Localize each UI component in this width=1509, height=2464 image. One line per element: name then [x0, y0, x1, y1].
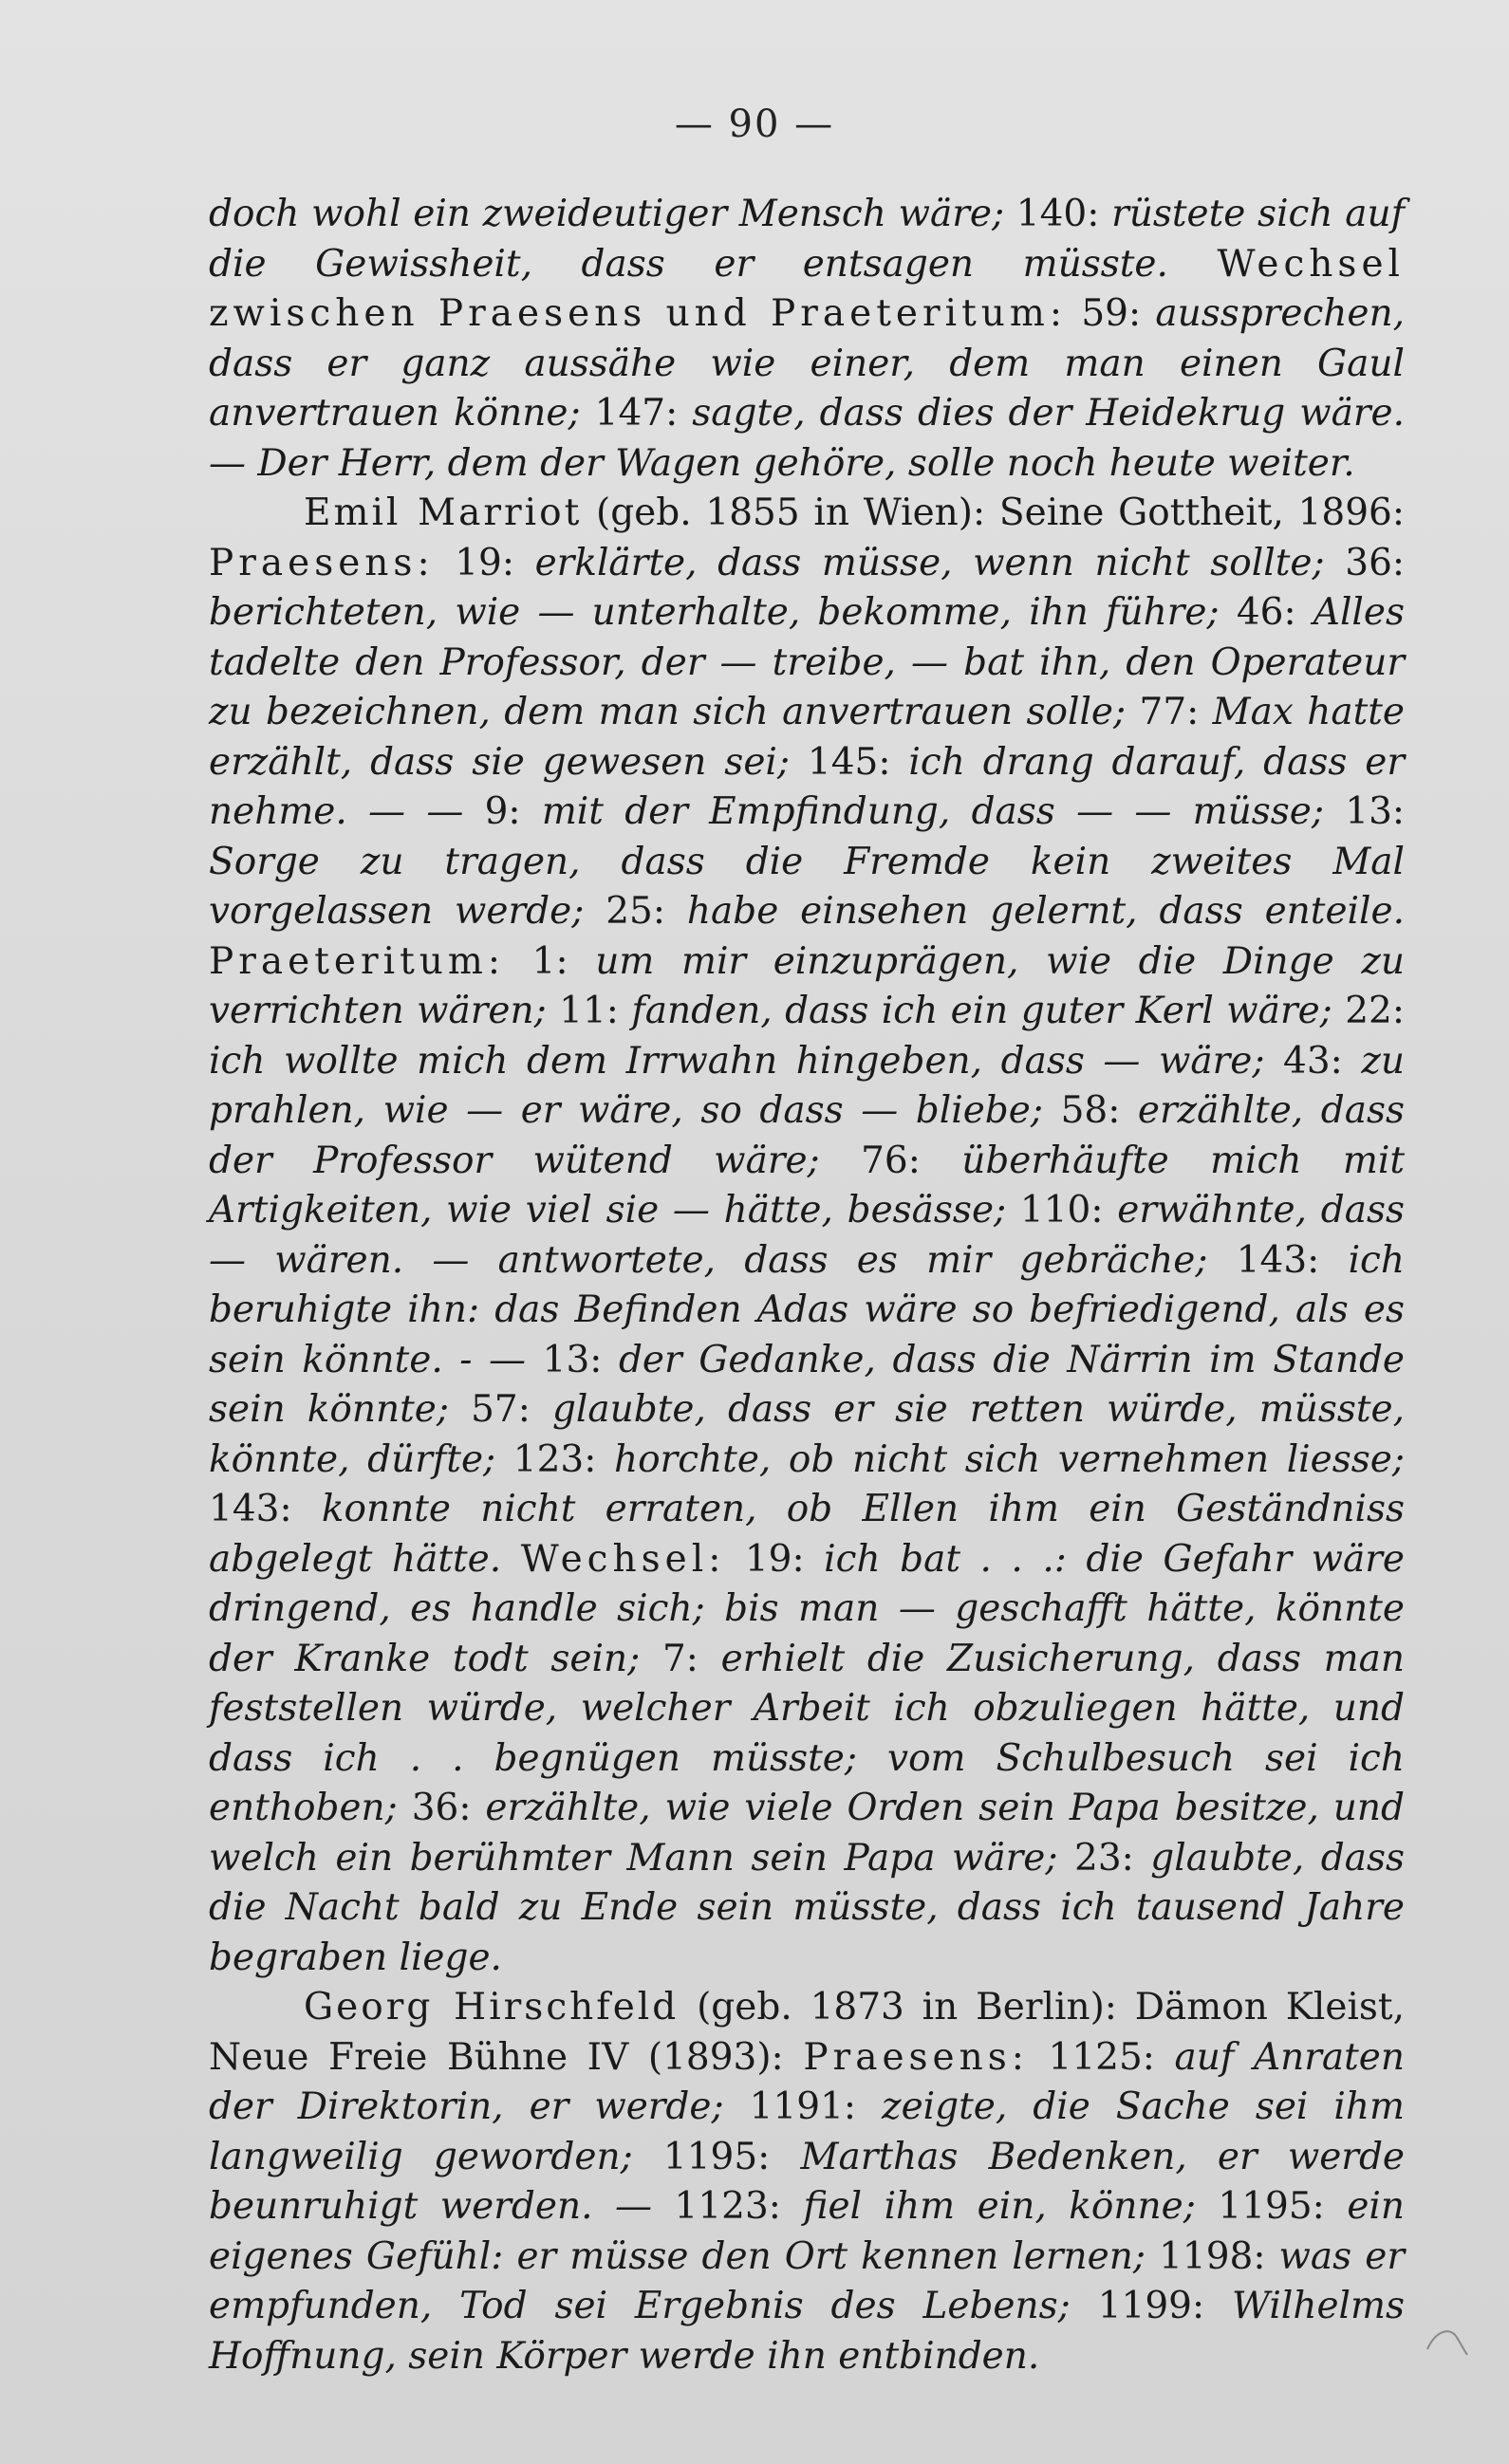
- italic-text: Alles tadelte den Professor, der — treibe, — bat ihn, den Operateur zu bezeichnen, dem man sich anvertrauen solle;: [209, 591, 1405, 733]
- text-segment: 57:: [471, 1388, 552, 1431]
- italic-text: ich drang darauf, dass er nehme. — —: [209, 740, 1405, 833]
- paragraph: [209, 1983, 1405, 2381]
- spaced-text: Praesens:: [803, 2035, 1029, 2079]
- italic-text: ich beruhigte ihn: das Befinden Adas wäre so befriedigend, als es sein könnte. - —: [209, 1238, 1405, 1381]
- italic-text: Marthas Bedenken, er werde beunruhigt werden. —: [209, 2135, 1405, 2228]
- italic-text: doch wohl ein zweideutiger Mensch wäre;: [209, 193, 1016, 235]
- italic-text: erklärte, dass müsse, wenn nicht sollte;: [534, 541, 1346, 584]
- text-segment: 140:: [1015, 193, 1112, 235]
- italic-text: zu prahlen, wie — er wäre, so dass — bliebe;: [209, 1039, 1406, 1132]
- spaced-text: Praeteritum:: [209, 939, 505, 983]
- text-segment: 11:: [559, 990, 632, 1032]
- text-segment: 1125:: [1028, 2035, 1175, 2079]
- text-segment: 145:: [807, 740, 909, 784]
- text-segment: 23:: [1074, 1836, 1151, 1880]
- text-segment: 19:: [725, 1537, 825, 1581]
- italic-text: berichteten, wie — unterhalte, bekomme, ihn führe;: [209, 591, 1237, 634]
- italic-text: der Gedanke, dass die Närrin im Stande sein könnte;: [209, 1338, 1405, 1431]
- italic-text: um mir einzuprägen, wie die Dinge zu verrichten wären;: [209, 939, 1406, 1032]
- text-segment: 1:: [505, 939, 596, 983]
- text-segment: 147:: [594, 392, 693, 435]
- italic-text: erhielt die Zusicherung, dass man feststellen würde, welcher Arbeit ich obzuliegen hätte, und dass ich . . begnügen müsste; vom Schulbesuch sei ich enthoben;: [209, 1637, 1405, 1829]
- text-segment: 58:: [1060, 1089, 1138, 1132]
- italic-text: ein eigenes Gefühl: er müsse den Ort kennen lernen;: [209, 2185, 1405, 2278]
- text-segment: 36:: [411, 1787, 486, 1829]
- italic-text: Wilhelms Hoffnung, sein Körper werde ihn entbinden.: [209, 2285, 1405, 2378]
- text-segment: 143:: [209, 1488, 322, 1530]
- italic-text: sagte, dass dies der Heidekrug wäre. — Der Herr, dem der Wagen gehöre, solle noch heute weiter.: [209, 392, 1405, 485]
- text-segment: 143:: [1236, 1238, 1349, 1282]
- text-segment: 43:: [1283, 1039, 1362, 1083]
- italic-text: konnte nicht erraten, ob Ellen ihm ein Geständniss abgelegt hätte.: [209, 1488, 1405, 1581]
- text-segment: 22:: [1345, 990, 1405, 1032]
- text-segment: 123:: [512, 1437, 614, 1481]
- text-segment: (geb. 1873 in Berlin): Dämon Kleist, Neue Freie Bühne IV (1893):: [209, 1986, 1405, 2079]
- italic-text: fiel ihm ein, könne;: [803, 2185, 1219, 2228]
- italic-text: erzählte, dass der Professor wütend wäre;: [209, 1089, 1405, 1182]
- text-segment: 59:: [1067, 292, 1156, 335]
- italic-text: zeigte, die Sache sei ihm langweilig geworden;: [209, 2085, 1405, 2178]
- italic-text: auf Anraten der Direktorin, er werde;: [209, 2035, 1405, 2128]
- italic-text: rüstete sich auf die Gewissheit, dass er entsagen müsste.: [209, 193, 1406, 286]
- text-segment: (geb. 1855 in Wien): Seine Gottheit, 1896:: [582, 491, 1406, 534]
- italic-text: ich bat . . .: die Gefahr wäre dringend, es handle sich; bis man — geschafft hätte, könnte der Kranke todt sein;: [209, 1537, 1405, 1680]
- text-segment: 1191:: [749, 2085, 883, 2128]
- italic-text: erzählte, wie viele Orden sein Papa besitze, und welch ein berühmter Mann sein Papa wäre;: [209, 1787, 1406, 1880]
- italic-text: mit der Empfindung, dass — — müsse;: [541, 790, 1346, 833]
- text-segment: 1123:: [674, 2185, 804, 2228]
- text-segment: 46:: [1236, 591, 1313, 634]
- text-segment: 13:: [1345, 790, 1406, 833]
- text-segment: 76:: [861, 1139, 962, 1182]
- italic-text: ich wollte mich dem Irrwahn hingeben, dass — wäre;: [209, 1039, 1284, 1083]
- spaced-text: Wechsel:: [520, 1537, 726, 1581]
- italic-text: was er empfunden, Tod sei Ergebnis des Lebens;: [209, 2234, 1405, 2327]
- italic-text: glaubte, dass die Nacht bald zu Ende sein müsste, dass ich tausend Jahre begraben liege.: [209, 1836, 1405, 1979]
- italic-text: habe einsehen gelernt, dass enteile.: [686, 890, 1405, 933]
- spaced-text: Emil Marriot: [304, 491, 583, 534]
- italic-text: erwähnte, dass — wären. — antwortete, dass es mir gebräche;: [209, 1189, 1405, 1282]
- page-number: — 90 —: [674, 102, 835, 146]
- text-segment: 19:: [434, 541, 535, 584]
- italic-text: aussprechen, dass er ganz aussähe wie einer, dem man einen Gaul anvertrauen könne;: [209, 292, 1406, 435]
- italic-text: horchte, ob nicht sich vernehmen liesse;: [613, 1437, 1405, 1481]
- text-segment: 1195:: [662, 2135, 801, 2178]
- text-segment: 1199:: [1097, 2285, 1232, 2327]
- text-segment: 77:: [1139, 691, 1213, 733]
- paragraph: [209, 190, 1405, 489]
- text-segment: 1195:: [1218, 2185, 1348, 2228]
- text-segment: 1198:: [1159, 2234, 1279, 2278]
- text-segment: 25:: [605, 890, 687, 933]
- italic-text: Max hatte erzählt, dass sie gewesen sei;: [209, 691, 1405, 784]
- margin-pencil-mark: [1424, 2323, 1471, 2361]
- spaced-text: Wechsel zwischen Praesens und Praeteritum:: [209, 242, 1405, 335]
- paragraph: [209, 489, 1405, 1983]
- italic-text: Sorge zu tragen, dass die Fremde kein zweites Mal vorgelassen werde;: [209, 840, 1405, 933]
- text-segment: 36:: [1345, 541, 1406, 584]
- spaced-text: Praesens:: [209, 541, 435, 584]
- text-segment: 7:: [661, 1637, 721, 1680]
- text-segment: 9:: [484, 790, 542, 833]
- italic-text: glaubte, dass er sie retten würde, müsste, könnte, dürfte;: [209, 1388, 1406, 1481]
- text-segment: 13:: [542, 1338, 619, 1381]
- spaced-text: Georg Hirschfeld: [304, 1986, 680, 2029]
- italic-text: fanden, dass ich ein guter Kerl wäre;: [631, 990, 1346, 1032]
- italic-text: überhäufte mich mit Artigkeiten, wie viel sie — hätte, besässe;: [209, 1139, 1405, 1232]
- body-text: [209, 190, 1405, 2381]
- text-segment: 110:: [1019, 1189, 1118, 1232]
